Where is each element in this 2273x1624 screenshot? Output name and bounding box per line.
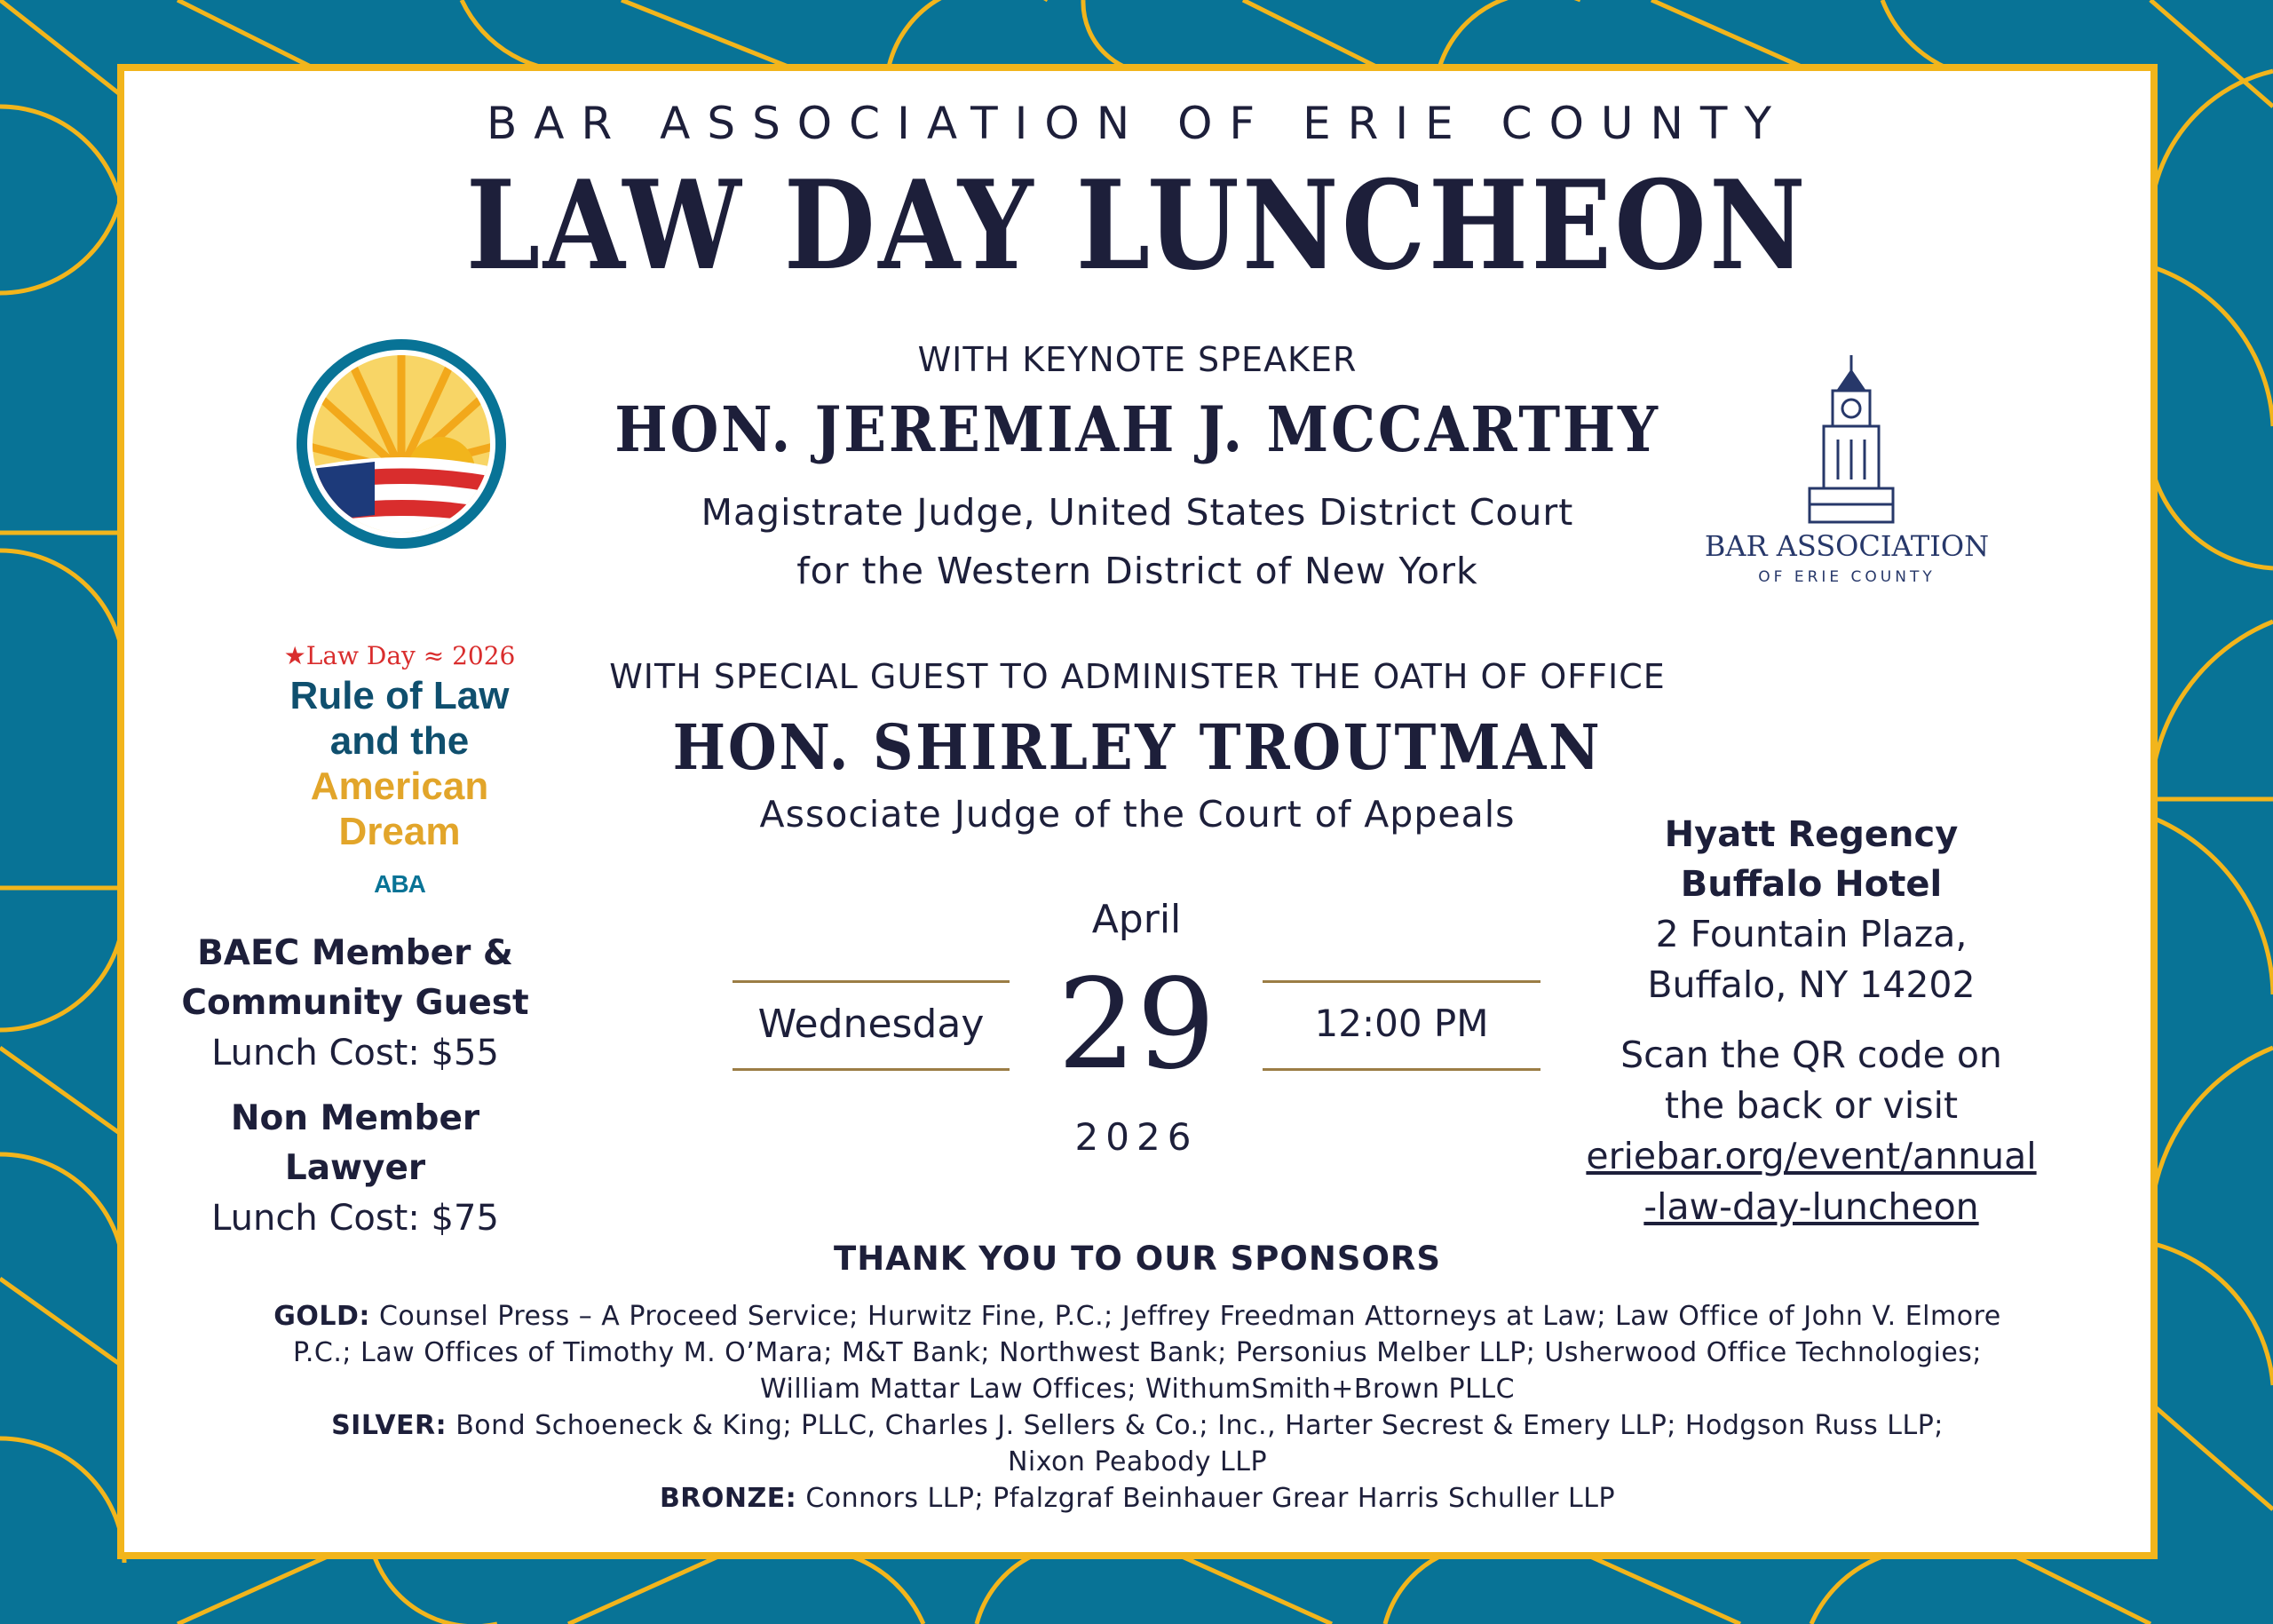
law-day-line2: and the <box>329 719 470 763</box>
rule-left-top <box>733 980 1010 983</box>
pricing-block <box>160 929 550 1243</box>
rule-right-top <box>1263 980 1540 983</box>
nonmember-heading: Non Member Lawyer <box>230 1098 480 1188</box>
silver-label: SILVER: <box>331 1410 447 1441</box>
clock-tower-icon <box>1794 355 1909 524</box>
silver-sponsors-line1: Bond Schoeneck & King; PLLC, Charles J. Sellers & Co.; Inc., Harter Secrest & Emery LLP; Hodgson Russ LLP; <box>455 1410 1944 1441</box>
law-day-line4: Dream <box>338 810 461 853</box>
date-time: 12:00 PM <box>1314 1002 1489 1045</box>
sponsors-title: THANK YOU TO OUR SPONSORS <box>833 1240 1442 1278</box>
keynote-kicker: WITH KEYNOTE SPEAKER <box>917 340 1358 379</box>
venue-address-line2: Buffalo, NY 14202 <box>1647 963 1976 1006</box>
gold-label: GOLD: <box>273 1301 370 1332</box>
date-weekday: Wednesday <box>757 1002 985 1047</box>
keynote-role-line2: for the Western District of New York <box>796 550 1478 592</box>
silver-sponsors-line2: Nixon Peabody LLP <box>1007 1446 1268 1477</box>
bar-logo-sub: OF ERIE COUNTY <box>1758 568 1936 586</box>
scan-line1: Scan the QR code on <box>1620 1034 2002 1076</box>
bronze-sponsors-line1: Connors LLP; Pfalzgraf Beinhauer Grear Harris Schuller LLP <box>805 1483 1616 1514</box>
date-year: 2026 <box>1074 1115 1199 1159</box>
nonmember-cost: Lunch Cost: $75 <box>211 1198 499 1239</box>
date-month: April <box>1091 897 1182 942</box>
guest-kicker: WITH SPECIAL GUEST TO ADMINISTER THE OATH OF OFFICE <box>609 657 1666 696</box>
rule-left-bottom <box>733 1068 1010 1071</box>
rule-right-bottom <box>1263 1068 1540 1071</box>
date-day: 29 <box>1057 953 1216 1097</box>
law-day-logo <box>266 337 533 915</box>
member-heading-line2: Community Guest <box>181 983 529 1023</box>
scan-line2: the back or visit <box>1664 1084 1959 1127</box>
association-heading: BAR ASSOCIATION OF ERIE COUNTY <box>486 98 1789 149</box>
member-heading-line1: BAEC Member & <box>197 933 513 973</box>
guest-name: HON. SHIRLEY TROUTMAN <box>672 710 1603 784</box>
bronze-label: BRONZE: <box>659 1483 797 1514</box>
keynote-name: HON. JEREMIAH J. MCCARTHY <box>614 392 1660 466</box>
law-day-year: 2026 <box>452 641 516 670</box>
keynote-role-line1: Magistrate Judge, United States District Court <box>701 491 1574 534</box>
sponsors-list <box>142 1298 2133 1517</box>
law-day-brand: Law Day <box>305 641 416 670</box>
venue-block <box>1580 810 2042 1232</box>
bar-association-logo <box>1696 355 1998 657</box>
venue-name-line2: Buffalo Hotel <box>1680 864 1943 905</box>
gold-sponsors-line2: P.C.; Law Offices of Timothy M. O’Mara; M&T Bank; Northwest Bank; Personius Melber LLP; Usherwood Office Technologies; <box>292 1337 1983 1368</box>
guest-role: Associate Judge of the Court of Appeals <box>759 793 1516 836</box>
event-link-line2[interactable]: -law-day-luncheon <box>1643 1185 1979 1228</box>
gold-sponsors-line1: Counsel Press – A Proceed Service; Hurwitz Fine, P.C.; Jeffrey Freedman Attorneys at Law; Law Office of John V. Elmore <box>378 1301 2001 1332</box>
event-title: LAW DAY LUNCHEON <box>465 153 1810 297</box>
gold-sponsors-line3: William Mattar Law Offices; WithumSmith+Brown PLLC <box>759 1374 1516 1405</box>
law-day-line3: American <box>310 764 489 808</box>
law-day-wave-icon: ≈ <box>415 641 453 670</box>
event-link-line1[interactable]: eriebar.org/event/annual <box>1586 1135 2037 1177</box>
law-day-line1: Rule of Law <box>289 674 510 717</box>
member-cost: Lunch Cost: $55 <box>211 1033 499 1073</box>
venue-address-line1: 2 Fountain Plaza, <box>1655 913 1968 955</box>
aba-mark: ABA <box>374 870 425 898</box>
venue-name-line1: Hyatt Regency <box>1664 814 1959 855</box>
sun-flag-icon <box>295 337 508 551</box>
law-day-star-icon: ★ <box>283 641 306 670</box>
bar-logo-name: BAR ASSOCIATION <box>1704 529 1990 563</box>
invitation-card <box>124 71 2150 1552</box>
